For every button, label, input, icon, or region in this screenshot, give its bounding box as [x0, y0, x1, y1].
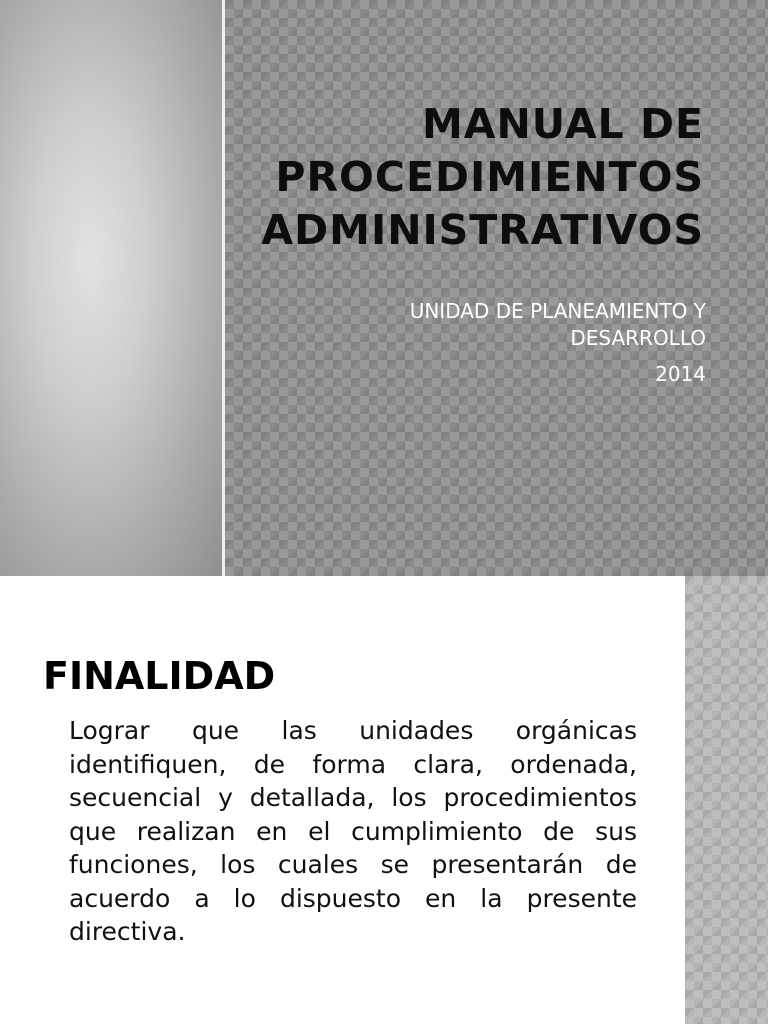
subtitle-line: DESARROLLO [570, 326, 706, 350]
gradient-side-panel [0, 0, 224, 576]
patterned-side-strip [685, 576, 768, 1024]
content-slide [0, 576, 768, 1024]
section-body-text: Lograr que las unidades orgánicas identifiquen, de forma clara, ordenada, secuencial y detallada, los procedimientos que realizan en el cumplimiento de sus funciones, los cuales se presentarán de acuerdo a lo dispuesto en la presente directiva. [69, 716, 637, 946]
title-line: ADMINISTRATIVOS [261, 206, 704, 254]
subtitle-year: 2014 [655, 362, 706, 386]
section-heading: FINALIDAD [43, 654, 276, 698]
title-line: MANUAL DE [421, 100, 704, 148]
slide-subtitle [410, 298, 706, 388]
subtitle-line: UNIDAD DE PLANEAMIENTO Y [409, 299, 706, 323]
title-line: PROCEDIMIENTOS [275, 153, 704, 201]
patterned-title-panel [225, 0, 768, 576]
slide-title [261, 98, 704, 257]
